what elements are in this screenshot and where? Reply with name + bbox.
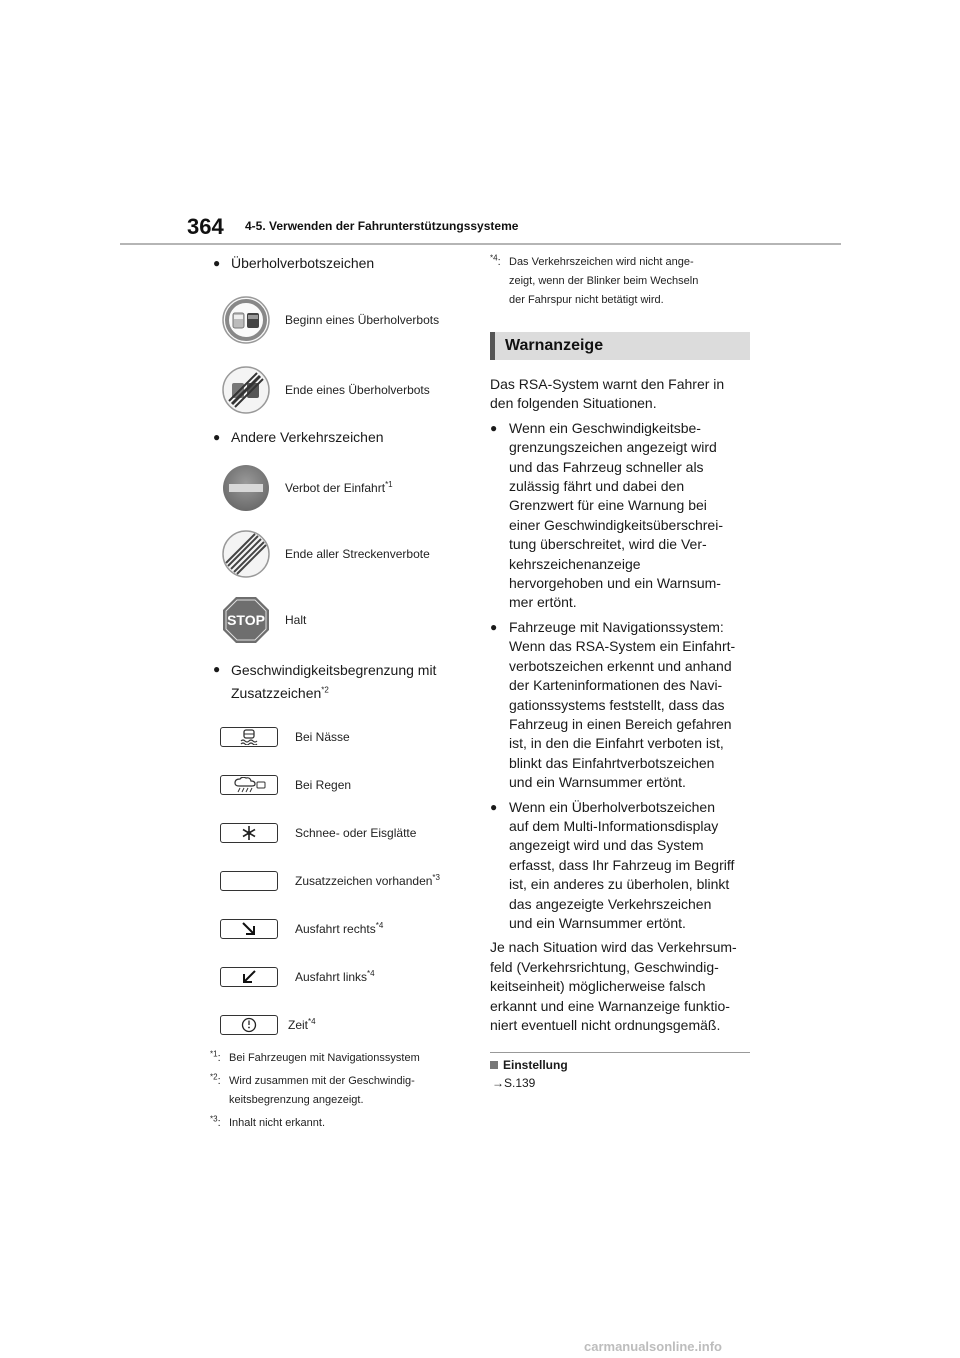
end-all-restrictions-sign-icon (221, 529, 271, 579)
sign-row (210, 823, 460, 843)
sign-row (210, 595, 460, 645)
warning-bullet: ● Fahrzeuge mit Navigationssystem: Wenn das RSA-System ein Einfahrt- verbotszeichen erkennt und anhand der Karteninformationen des Navi- gationssystems feststellt, dass das Fahrzeug in einen Bereich gefahren ist, in den die Einfahrt verboten ist, blinkt das Einfahrtverbotszeichen und ein Warnsummer ertönt. (490, 618, 750, 793)
empty-plate-icon (220, 871, 278, 891)
warning-heading: Warnanzeige (490, 332, 750, 360)
warning-bullet: ● Wenn ein Überholverbotszeichen auf dem Multi-Informationsdisplay angezeigt wird und das System erfasst, dass Ihr Fahrzeug im Begriff ist, ein anderes zu überholen, blinkt das angezeigte Verkehrszeichen und ein Warnsummer ertönt. (490, 798, 750, 934)
speed-limit-heading: ● Geschwindigkeitsbegrenzung mit Zusatzzeichen$^{*2}$ (213, 659, 460, 705)
sign-row (210, 919, 460, 939)
stop-sign-text: STOP (227, 612, 265, 628)
warning-bullet: ● Wenn ein Geschwindigkeitsbe- grenzungszeichen angezeigt wird und das Fahrzeug schneller als zulässig fährt und dabei den Grenzwert für eine Warnung bei einer Geschwindigkeitsüberschrei- tung überschreitet, wird die Ver- kehrszeichenanzeige hervorgehoben und ein Warnsum- mer ertönt. (490, 419, 750, 613)
plate-label: Zeit$^{*4}$ (288, 1017, 316, 1032)
sign-label: Verbot der Einfahrt$^{*1}$ (285, 480, 393, 495)
header-rule (120, 243, 841, 245)
bullet-icon: ● (490, 420, 498, 435)
other-signs-heading: ● Andere Verkehrszeichen (213, 429, 384, 445)
setting-divider (490, 1052, 750, 1053)
sign-label: Ende aller Streckenverbote (285, 547, 430, 561)
plate-label: Ausfahrt links$^{*4}$ (295, 969, 375, 984)
arrow-right-icon: → (492, 1076, 504, 1091)
sign-row (210, 365, 460, 415)
sign-row (210, 871, 460, 891)
plate-label: Schnee- oder Eisglätte (295, 826, 417, 840)
intro-paragraph: Das RSA-System warnt den Fahrer in den folgenden Situationen. (490, 376, 725, 412)
bullet-icon: ● (490, 619, 498, 634)
overtaking-heading: ● Überholverbotszeichen (213, 255, 375, 271)
plate-label: Bei Nässe (295, 730, 350, 744)
section-title: 4-5. Verwenden der Fahrunterstützungssysteme (245, 219, 519, 233)
setting-heading: Einstellung (490, 1058, 750, 1072)
wet-road-icon (220, 727, 278, 747)
plate-label: Ausfahrt rechts$^{*4}$ (295, 921, 384, 936)
arrow-exit-right-icon (220, 919, 278, 939)
arrow-exit-left-icon (220, 967, 278, 987)
no-overtaking-sign-icon (221, 295, 271, 345)
closing-paragraph: Je nach Situation wird das Verkehrsum- feld (Verkehrsrichtung, Geschwindig- keitseinheit) möglicherweise falsch erkannt und eine Warnanzeige funktio- niert eventuell nicht ordnungsgemäß. (490, 939, 737, 1033)
plate-label: Bei Regen (295, 778, 352, 792)
page-reference-link[interactable]: →S.139 (492, 1076, 536, 1091)
footnote: $^{*4}$: Das Verkehrszeichen wird nicht ange- zeigt, wenn der Blinker beim Wechseln der Fahrspur nicht betätigt wird. (490, 253, 699, 306)
sign-row (210, 529, 460, 579)
footnote: $^{*3}$: Inhalt nicht erkannt. (210, 1114, 326, 1129)
sign-row (210, 463, 460, 513)
end-no-overtaking-sign-icon (221, 365, 271, 415)
sign-row (210, 775, 460, 795)
bullet-icon: ● (213, 256, 221, 270)
footnotes (210, 1049, 460, 1133)
clock-icon (220, 1015, 278, 1035)
left-column (210, 253, 460, 1133)
stop-sign-icon (221, 595, 271, 645)
plate-label: Zusatzzeichen vorhanden$^{*3}$ (295, 873, 440, 888)
bullet-icon: ● (213, 430, 221, 444)
rain-icon (220, 775, 278, 795)
sign-row (210, 967, 460, 987)
snowflake-icon (220, 823, 278, 843)
watermark: carmanualsonline.info (584, 1339, 722, 1354)
sign-label: Halt (285, 613, 307, 627)
bullet-icon: ● (490, 799, 498, 814)
footnote: $^{*1}$: Bei Fahrzeugen mit Navigationssystem (210, 1049, 420, 1064)
sign-label: Ende eines Überholverbots (285, 383, 430, 397)
sign-label: Beginn eines Überholverbots (285, 313, 440, 327)
square-bullet-icon (490, 1061, 498, 1069)
sign-row (210, 727, 460, 747)
sign-row (210, 1015, 460, 1035)
page-number: 364 (187, 214, 224, 239)
right-column (490, 253, 750, 1090)
footnote: $^{*2}$: Wird zusammen mit der Geschwindig- keitsbegrenzung angezeigt. (210, 1072, 415, 1106)
bullet-icon: ● (213, 662, 221, 676)
no-entry-sign-icon (221, 463, 271, 513)
sign-row (210, 295, 460, 345)
